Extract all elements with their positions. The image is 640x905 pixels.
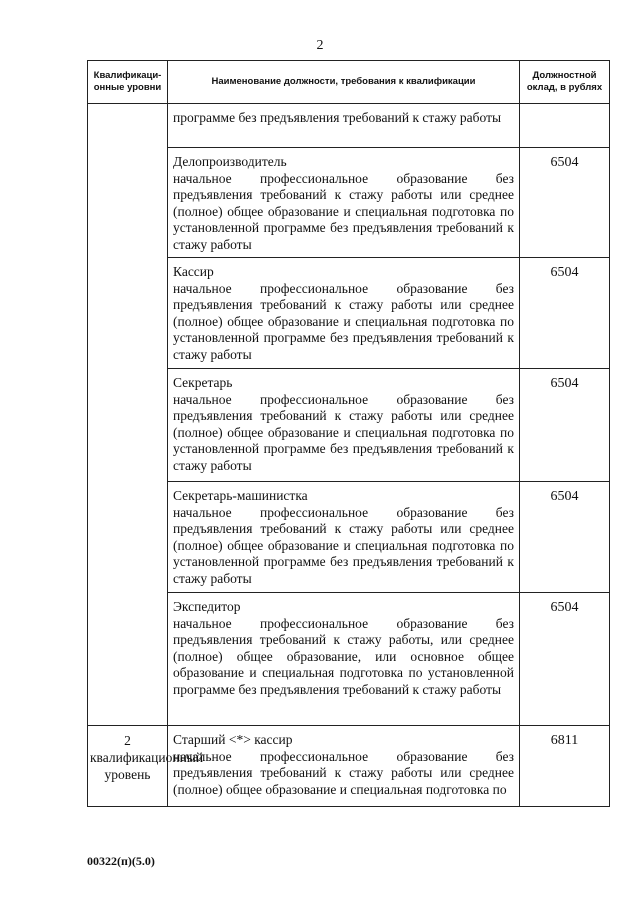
salary-cell: 6504 [520, 258, 610, 369]
position-cell [168, 482, 520, 593]
table-row [88, 104, 610, 148]
salary-cell: 6811 [520, 726, 610, 807]
document-code: 00322(п)(5.0) [87, 854, 155, 868]
level-cell [88, 726, 204, 807]
level-cell [88, 104, 168, 726]
position-cell [168, 593, 520, 726]
position-title: Секретарь-машинистка [173, 488, 308, 503]
header-position: Наименование должности, требования к квалификации [168, 61, 520, 104]
position-requirements: начальное профессиональное образование без предъявления требований к стажу работы или среднее (полное) общее образование и специальная подготовка по установленной программе без предъявления требований к стажу работы [173, 391, 514, 473]
position-cell [168, 726, 520, 807]
position-cell [168, 258, 520, 369]
position-requirements: начальное профессиональное образование без предъявления требований к стажу работы или среднее (полное) общее образование и специальная подготовка по [173, 748, 514, 797]
position-requirements: начальное профессиональное образование без предъявления требований к стажу работы или среднее (полное) общее образование и специальная подготовка по установленной программе без предъявления требований к стажу работы [173, 504, 514, 586]
position-requirements: начальное профессиональное образование без предъявления требований к стажу работы или среднее (полное) общее образование и специальная подготовка по установленной программе без предъявления требований к стажу работы [173, 170, 514, 252]
table-header-row [88, 61, 610, 104]
header-levels: Квалификаци-онные уровни [88, 61, 168, 104]
page-number: 2 [316, 38, 324, 53]
position-title: Делопроизводитель [173, 154, 287, 169]
position-cell [168, 369, 520, 482]
continuation-text: программе без предъявления требований к стажу работы [173, 110, 502, 125]
position-title: Экспедитор [173, 599, 241, 614]
qualification-table [87, 60, 610, 807]
salary-cell: 6504 [520, 148, 610, 258]
continuation-cell [168, 104, 520, 148]
position-requirements: начальное профессиональное образование без предъявления требований к стажу работы, или среднее (полное) общее образование, или основное общее образование и специальная подготовка по установленной программе без предъявления требований к стажу работы [173, 615, 514, 697]
salary-cell: 6504 [520, 482, 610, 593]
header-salary: Должностной оклад, в рублях [520, 61, 610, 104]
salary-cell: 6504 [520, 593, 610, 726]
salary-cell: 6504 [520, 369, 610, 482]
position-title: Старший <*> кассир [173, 732, 293, 747]
salary-cell [520, 104, 610, 148]
position-cell [168, 148, 520, 258]
level-label: 2 квалификационный уровень [90, 733, 204, 782]
table-row [88, 726, 610, 807]
position-title: Кассир [173, 264, 214, 279]
position-requirements: начальное профессиональное образование без предъявления требований к стажу работы или среднее (полное) общее образование и специальная подготовка по установленной программе без предъявления требований к стажу работы [173, 280, 514, 362]
position-title: Секретарь [173, 375, 233, 390]
